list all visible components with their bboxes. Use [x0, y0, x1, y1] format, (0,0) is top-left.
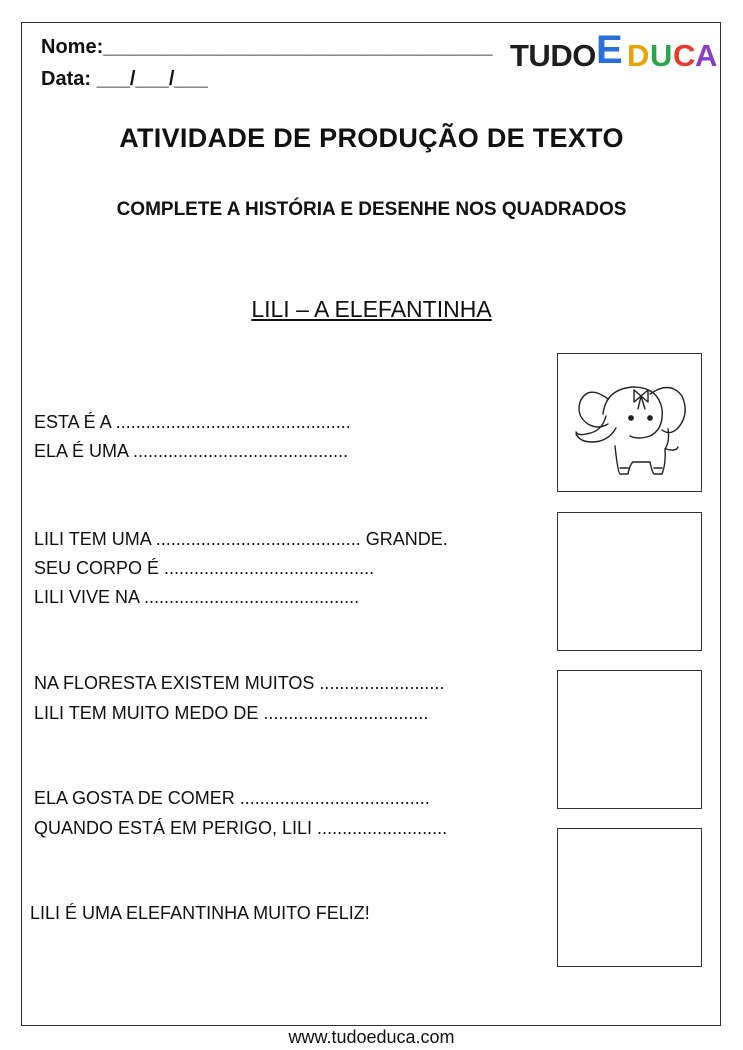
- instructions: COMPLETE A HISTÓRIA E DESENHE NOS QUADRADOS: [116, 199, 627, 220]
- story-line: ELA É UMA ...........................................: [34, 441, 349, 461]
- story-line: LILI TEM UMA ......................................... GRANDE.: [34, 529, 448, 549]
- drawing-box-3[interactable]: [557, 670, 702, 809]
- logo-part-tudo: TUDO: [510, 38, 596, 73]
- story-line: ELA GOSTA DE COMER ......................................: [34, 788, 430, 808]
- logo-part-c: C: [673, 38, 695, 73]
- story-line: ESTA É A ...............................................: [34, 412, 351, 432]
- name-field[interactable]: Nome:___________________________________: [41, 36, 493, 58]
- drawing-box-2[interactable]: [557, 512, 702, 651]
- story-line: NA FLORESTA EXISTEM MUITOS .........................: [34, 673, 445, 693]
- story-line: LILI VIVE NA ...........................................: [34, 587, 360, 607]
- footer-url[interactable]: www.tudoeduca.com: [288, 1027, 455, 1047]
- logo-part-e: E: [596, 28, 623, 72]
- logo-part-d: D: [627, 38, 649, 73]
- story-line: QUANDO ESTÁ EM PERIGO, LILI ..........................: [34, 818, 448, 838]
- logo-part-a: A: [695, 38, 717, 73]
- logo-part-u: U: [650, 38, 672, 73]
- drawing-box-4[interactable]: [557, 828, 702, 967]
- page-title: ATIVIDADE DE PRODUÇÃO DE TEXTO: [119, 123, 624, 153]
- drawing-box-1[interactable]: [557, 353, 702, 492]
- elephant-icon: [558, 354, 701, 491]
- story-line: LILI TEM MUITO MEDO DE .................................: [34, 703, 429, 723]
- story-title: LILI – A ELEFANTINHA: [251, 296, 492, 322]
- date-field[interactable]: Data: ___/___/___: [41, 68, 208, 90]
- story-line: SEU CORPO É ..........................................: [34, 558, 375, 578]
- story-closing-line: LILI É UMA ELEFANTINHA MUITO FELIZ!: [30, 903, 370, 923]
